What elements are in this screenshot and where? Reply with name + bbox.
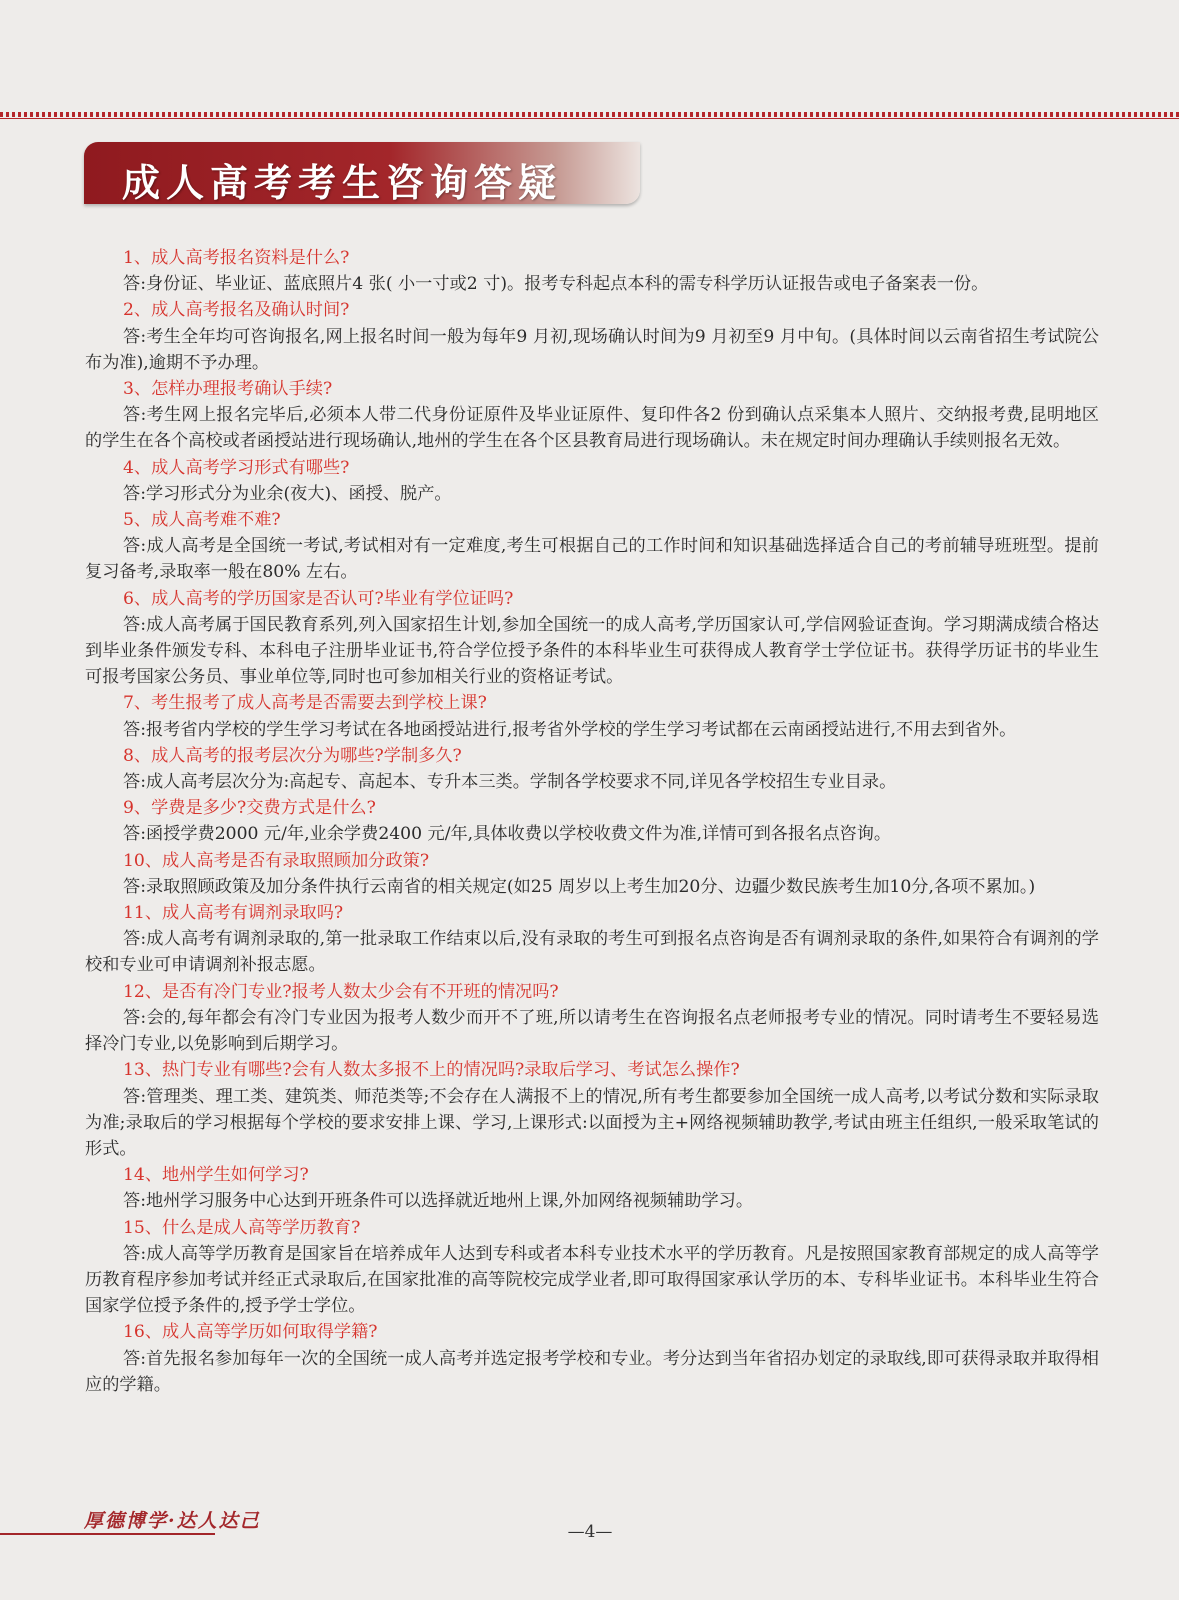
answer-14: 答:地州学习服务中心达到开班条件可以选择就近地州上课,外加网络视频辅助学习。 xyxy=(123,1191,754,1212)
answer-4: 答:学习形式分为业余(夜大)、函授、脱产。 xyxy=(123,483,452,504)
answer-6: 答:成人高考属于国民教育系列,列入国家招生计划,参加全国统一的成人高考,学历国家认可,学信网验证查询。学习期满成绩合格达到毕业条件颁发专科、本科电子注册毕业证书,符合学位授予条件的本科毕业生可获得成人教育学士学位证书。获得学历证书的毕业生可报考国家公务员、事业单位等,同时也可参加相关行业的资格证考试。 xyxy=(85,614,1099,688)
question-5: 5、成人高考难不难? xyxy=(123,510,281,531)
answer-10: 答:录取照顾政策及加分条件执行云南省的相关规定(如25 周岁以上考生加20分、边疆少数民族考生加10分,各项不累加。) xyxy=(123,876,1036,897)
title-banner xyxy=(84,142,640,204)
answer-8: 答:成人高考层次分为:高起专、高起本、专升本三类。学制各学校要求不同,详见各学校招生专业目录。 xyxy=(123,772,897,793)
answer-13: 答:管理类、理工类、建筑类、师范类等;不会存在人满报不上的情况,所有考生都要参加全国统一成人高考,以考试分数和实际录取为准;录取后的学习根据每个学校的要求安排上课、学习,上课形式:以面授为主+网络视频辅助教学,考试由班主任组织,一般采取笔试的形式。 xyxy=(85,1086,1099,1159)
question-16: 16、成人高等学历如何取得学籍? xyxy=(123,1322,378,1343)
question-10: 10、成人高考是否有录取照顾加分政策? xyxy=(123,850,430,871)
question-3: 3、怎样办理报考确认手续? xyxy=(123,379,333,400)
question-6: 6、成人高考的学历国家是否认可?毕业有学位证吗? xyxy=(123,588,514,609)
question-11: 11、成人高考有调剂录取吗? xyxy=(123,903,344,924)
answer-16: 答:首先报名参加每年一次的全国统一成人高考并选定报考学校和专业。考分达到当年省招办划定的录取线,即可获得录取并取得相应的学籍。 xyxy=(85,1348,1099,1395)
answer-1: 答:身份证、毕业证、蓝底照片4 张( 小一寸或2 寸)。报考专科起点本科的需专科学历认证报告或电子备案表一份。 xyxy=(123,274,989,295)
question-14: 14、地州学生如何学习? xyxy=(123,1165,309,1186)
top-decorative-rule xyxy=(0,112,1179,117)
answer-11: 答:成人高考有调剂录取的,第一批录取工作结束以后,没有录取的考生可到报名点咨询是否有调剂录取的条件,如果符合有调剂的学校和专业可申请调剂补报志愿。 xyxy=(85,929,1099,976)
footer-slogan: 厚德博学·达人达己 xyxy=(84,1510,261,1532)
question-8: 8、成人高考的报考层次分为哪些?学制多久? xyxy=(123,745,462,766)
page-number: —4— xyxy=(567,1522,613,1542)
answer-12: 答:会的,每年都会有冷门专业因为报考人数少而开不了班,所以请考生在咨询报名点老师报考专业的情况。同时请考生不要轻易选择冷门专业,以免影响到后期学习。 xyxy=(85,1007,1099,1055)
footer-divider xyxy=(0,1533,215,1535)
page-title: 成人高考考生咨询答疑 xyxy=(122,160,563,205)
answer-5: 答:成人高考是全国统一考试,考试相对有一定难度,考生可根据自己的工作时间和知识基础选择适合自己的考前辅导班班型。提前复习备考,录取率一般在80% 左右。 xyxy=(85,536,1099,583)
question-9: 9、学费是多少?交费方式是什么? xyxy=(123,798,376,819)
question-4: 4、成人高考学习形式有哪些? xyxy=(123,457,350,478)
question-1: 1、成人高考报名资料是什么? xyxy=(123,248,350,268)
question-7: 7、考生报考了成人高考是否需要去到学校上课? xyxy=(123,693,487,714)
answer-9: 答:函授学费2000 元/年,业余学费2400 元/年,具体收费以学校收费文件为准,详情可到各报名点咨询。 xyxy=(123,824,892,845)
question-12: 12、是否有冷门专业?报考人数太少会有不开班的情况吗? xyxy=(123,981,559,1002)
question-2: 2、成人高考报名及确认时间? xyxy=(123,300,350,321)
question-15: 15、什么是成人高等学历教育? xyxy=(123,1217,361,1238)
qa-list xyxy=(85,245,1099,1398)
answer-15: 答:成人高等学历教育是国家旨在培养成年人达到专科或者本科专业技术水平的学历教育。凡是按照国家教育部规定的成人高等学历教育程序参加考试并经正式录取后,在国家批准的高等院校完成学业者,即可取得国家承认学历的本、专科毕业证书。本科毕业生符合国家学位授予条件的,授予学士学位。 xyxy=(85,1243,1099,1317)
answer-7: 答:报考省内学校的学生学习考试在各地函授站进行,报考省外学校的学生学习考试都在云南函授站进行,不用去到省外。 xyxy=(123,719,1017,740)
answer-2: 答:考生全年均可咨询报名,网上报名时间一般为每年9 月初,现场确认时间为9 月初至9 月中旬。(具体时间以云南省招生考试院公布为准),逾期不予办理。 xyxy=(85,326,1099,373)
answer-3: 答:考生网上报名完毕后,必须本人带二代身份证原件及毕业证原件、复印件各2 份到确认点采集本人照片、交纳报考费,昆明地区的学生在各个高校或者函授站进行现场确认,地州的学生在各个区县教育局进行现场确认。未在规定时间办理确认手续则报名无效。 xyxy=(85,405,1099,452)
question-13: 13、热门专业有哪些?会有人数太多报不上的情况吗?录取后学习、考试怎么操作? xyxy=(123,1060,740,1081)
